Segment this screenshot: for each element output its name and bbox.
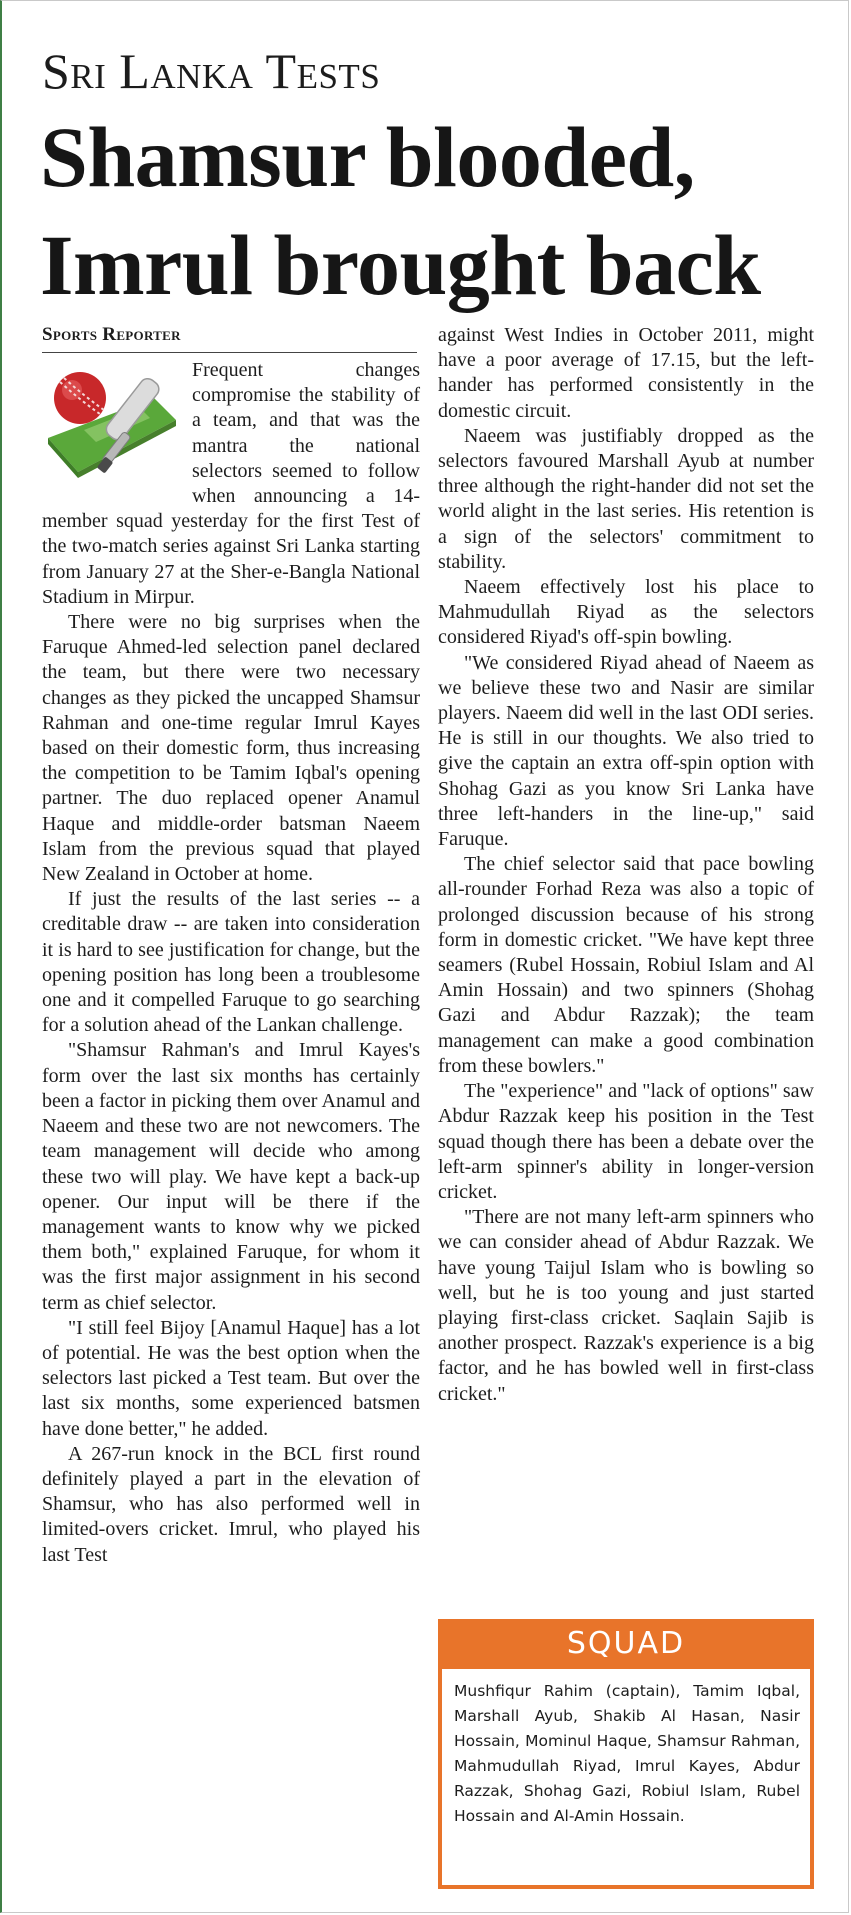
paragraph: There were no big surprises when the Faruque Ahmed-led selection panel declared the team, but there were two necessary changes as they picked the uncapped Shamsur Rahman and one-time regular Imrul Kayes based on their domestic form, thus increasing the competition to be Tamim Iqbal's opening partner. The duo replaced opener Anamul Haque and middle-order batsman Naeem Islam from the previous squad that played New Zealand in October at home. (42, 611, 420, 886)
article-column-right (438, 323, 814, 1603)
paragraph: The chief selector said that pace bowling all-rounder Forhad Reza was also a topic of prolonged discussion because of his strong form in domestic cricket. "We have kept three seamers (Rubel Hossain, Robiul Islam and Al Amin Hossain) and two spinners (Shohag Gazi and Abdur Razzak); the team management can make a good combination from these bowlers." (438, 853, 814, 1077)
byline: Sports Reporter (42, 324, 181, 345)
cricket-ball-icon (54, 372, 106, 424)
squad-box (438, 1619, 814, 1889)
squad-list: Mushfiqur Rahim (captain), Tamim Iqbal, Marshall Ayub, Shakib Al Hasan, Nasir Hossain, Mominul Haque, Shamsur Rahman, Mahmudullah Riyad, Imrul Kayes, Abdur Razzak, Shohag Gazi, Robiul Islam, Rubel Hossain and Al-Amin Hossain. (442, 1669, 810, 1885)
paragraph: "There are not many left-arm spinners who we can consider ahead of Abdur Razzak. We have young Taijul Islam who is bowling so well, but he is too young and just started playing first-class cricket. Saqlain Sajib is another prospect. Razzak's experience is a big factor, and he has bowled well in first-class cricket." (438, 1206, 814, 1405)
cricket-ball-bat-icon (42, 360, 182, 500)
paragraph: against West Indies in October 2011, might have a poor average of 17.15, but the left-hander has performed consistently in the domestic circuit. (438, 324, 814, 422)
paragraph: "Shamsur Rahman's and Imrul Kayes's form over the last six months has certainly been a factor in picking them over Anamul and Naeem and these two are not newcomers. The team management will decide who among these two will play. We have kept a back-up opener. Our input will be there if the management wants to know why we picked them both," explained Faruque, for whom it was the first major assignment in his second term as chief selector. (42, 1039, 420, 1314)
byline-divider (42, 352, 417, 353)
squad-title: SQUAD (566, 1626, 686, 1661)
headline-line-1: Shamsur blooded, (40, 109, 695, 205)
paragraph: Naeem was justifiably dropped as the selectors favoured Marshall Ayub at number three although the right-hander did not set the world alight in the last series. His retention is a sign of the selectors' commitment to stability. (438, 424, 814, 573)
paragraph: If just the results of the last series -- a creditable draw -- are taken into consideration it is hard to see justification for change, but the opening position has long been a troublesome one and it compelled Faruque to go searching for a solution ahead of the Lankan challenge. (42, 888, 420, 1037)
paragraph: "I still feel Bijoy [Anamul Haque] has a lot of potential. He was the best option when the selectors last picked a Test team. But over the last six months, some experienced batsmen have done better," he added. (42, 1316, 420, 1440)
headline-line-2: Imrul brought back (40, 217, 761, 313)
paragraph: Frequent changes compromise the stability of a team, and that was the mantra the national selectors seemed to follow when announcing a 14-member squad yesterday for the first Test of the two-match series against Sri Lanka starting from January 27 at the Sher-e-Bangla National Stadium in Mirpur. (42, 359, 420, 608)
paragraph: Naeem effectively lost his place to Mahmudullah Riyad as the selectors considered Riyad's off-spin bowling. (438, 576, 814, 649)
headline (40, 103, 840, 319)
paragraph: A 267-run knock in the BCL first round definitely played a part in the elevation of Shamsur, who has also performed well in limited-overs cricket. Imrul, who played his last Test (42, 1442, 420, 1566)
paragraph: The "experience" and "lack of options" saw Abdur Razzak keep his position in the Test squad though there has been a debate over the left-arm spinner's ability in longer-version cricket. (438, 1080, 814, 1203)
article-column-left (42, 358, 420, 1878)
section-kicker: Sri Lanka Tests (42, 43, 381, 99)
paragraph: "We considered Riyad ahead of Naeem as we believe these two and Nasir are similar players. Naeem did well in the last ODI series. He is still in our thoughts. We also tried to give the captain an extra off-spin option with Shohag Gazi as you know Sri Lanka have three left-handers in the line-up," said Faruque. (438, 651, 814, 851)
